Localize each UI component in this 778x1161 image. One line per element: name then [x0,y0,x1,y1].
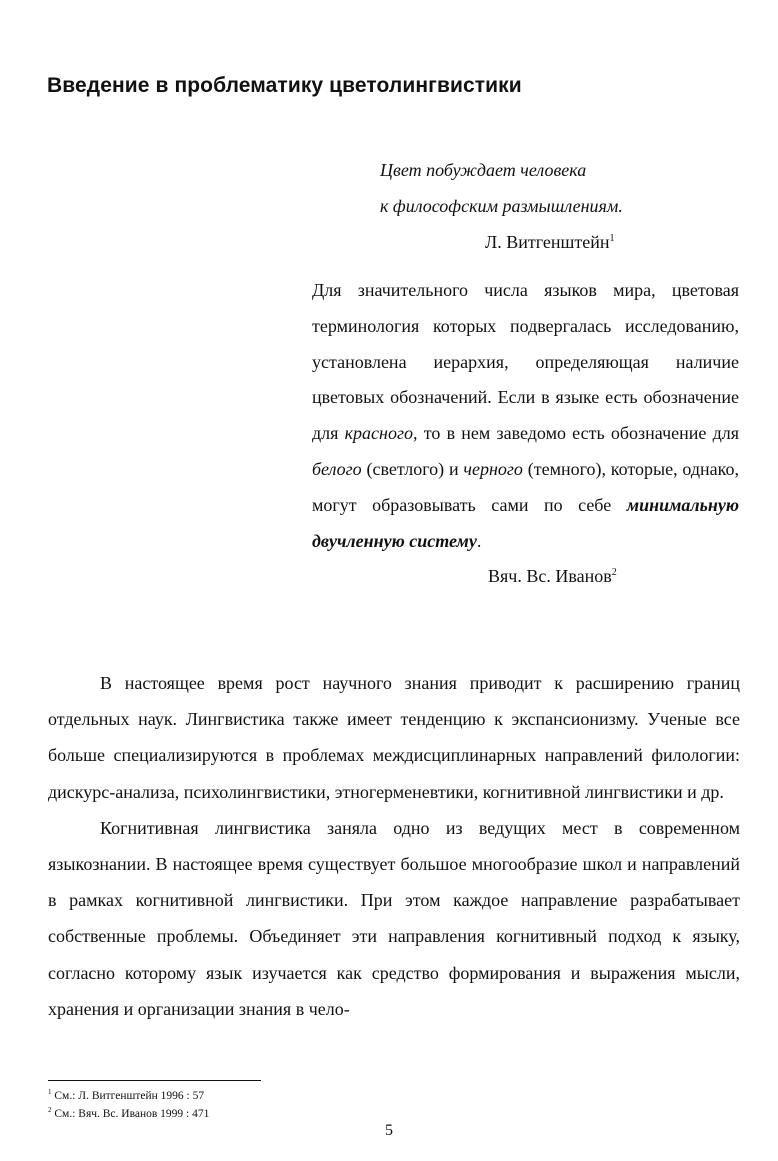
quote-emphasis: белого [312,458,362,479]
page-number: 5 [385,1122,393,1139]
quote-text: . [476,530,482,551]
quote-emphasis: черного [463,458,523,479]
paragraph: Когнитивная лингвистика заняла одно из ведущих мест в современном языкознании. В настоящее время существует большое многообразие школ и направлений в рамках когнитивной лингвистики. При этом каждое направление разрабатывает собственные проблемы. Объединяет эти направления когнитивный подход к языку, согласно которому язык изучается как средство формирования и выражения мысли, хранения и организации знания в чело- [48,817,740,1019]
epigraph-author [312,559,739,595]
epigraph-wittgenstein [380,152,740,260]
footnote-item [48,1105,209,1123]
epigraph-quote [312,273,739,559]
quote-text: , то в нем заведомо есть обозначение для [413,423,739,444]
quote-emphasis: красного [344,423,414,444]
footnote-item [48,1087,209,1105]
footnote-ref: 2 [611,567,617,579]
epigraph-author [380,224,740,260]
quote-text: Для значительного числа языков мира, цветовая терминология которых подвергалась исследованию, установлена иерархия, определяющая наличие цветовых обозначений. Если в языке есть обозначение для [312,280,739,444]
quote-text: (темного), которые, однако, могут образовывать сами по себе [312,458,739,515]
epigraph-line: к философским размышлениям. [380,196,623,216]
epigraph-line: Цвет побуждает человека [380,160,587,180]
footnote-divider [48,1080,261,1081]
footnote-text: См.: Л. Витгенштейн 1996 : 57 [54,1090,205,1102]
page-title: Введение в проблематику цветолингвистики [47,74,522,97]
main-text [48,665,740,1027]
epigraph-ivanov [312,273,739,595]
epigraph-author-name: Вяч. Вс. Иванов [488,566,612,587]
footnote-ref: 1 [609,233,615,244]
footnotes [48,1087,209,1123]
footnote-text: См.: Вяч. Вс. Иванов 1999 : 471 [54,1108,210,1120]
footnote-number: 1 [48,1088,52,1097]
epigraph-author-name: Л. Витгенштейн [485,232,610,252]
quote-strong-emphasis: минимальную двучленную систему [312,494,739,551]
quote-text: (светлого) и [361,458,464,479]
footnote-number: 2 [48,1106,52,1115]
paragraph: В настоящее время рост научного знания приводит к расширению границ отдельных наук. Лингвистика также имеет тенденцию к экспансионизму. Ученые все больше специализируются в проблемах междисциплинарных направлений филологии: дискурс-анализа, психолингвистики, этногерменевтики, когнитивной лингвистики и др. [48,673,740,802]
